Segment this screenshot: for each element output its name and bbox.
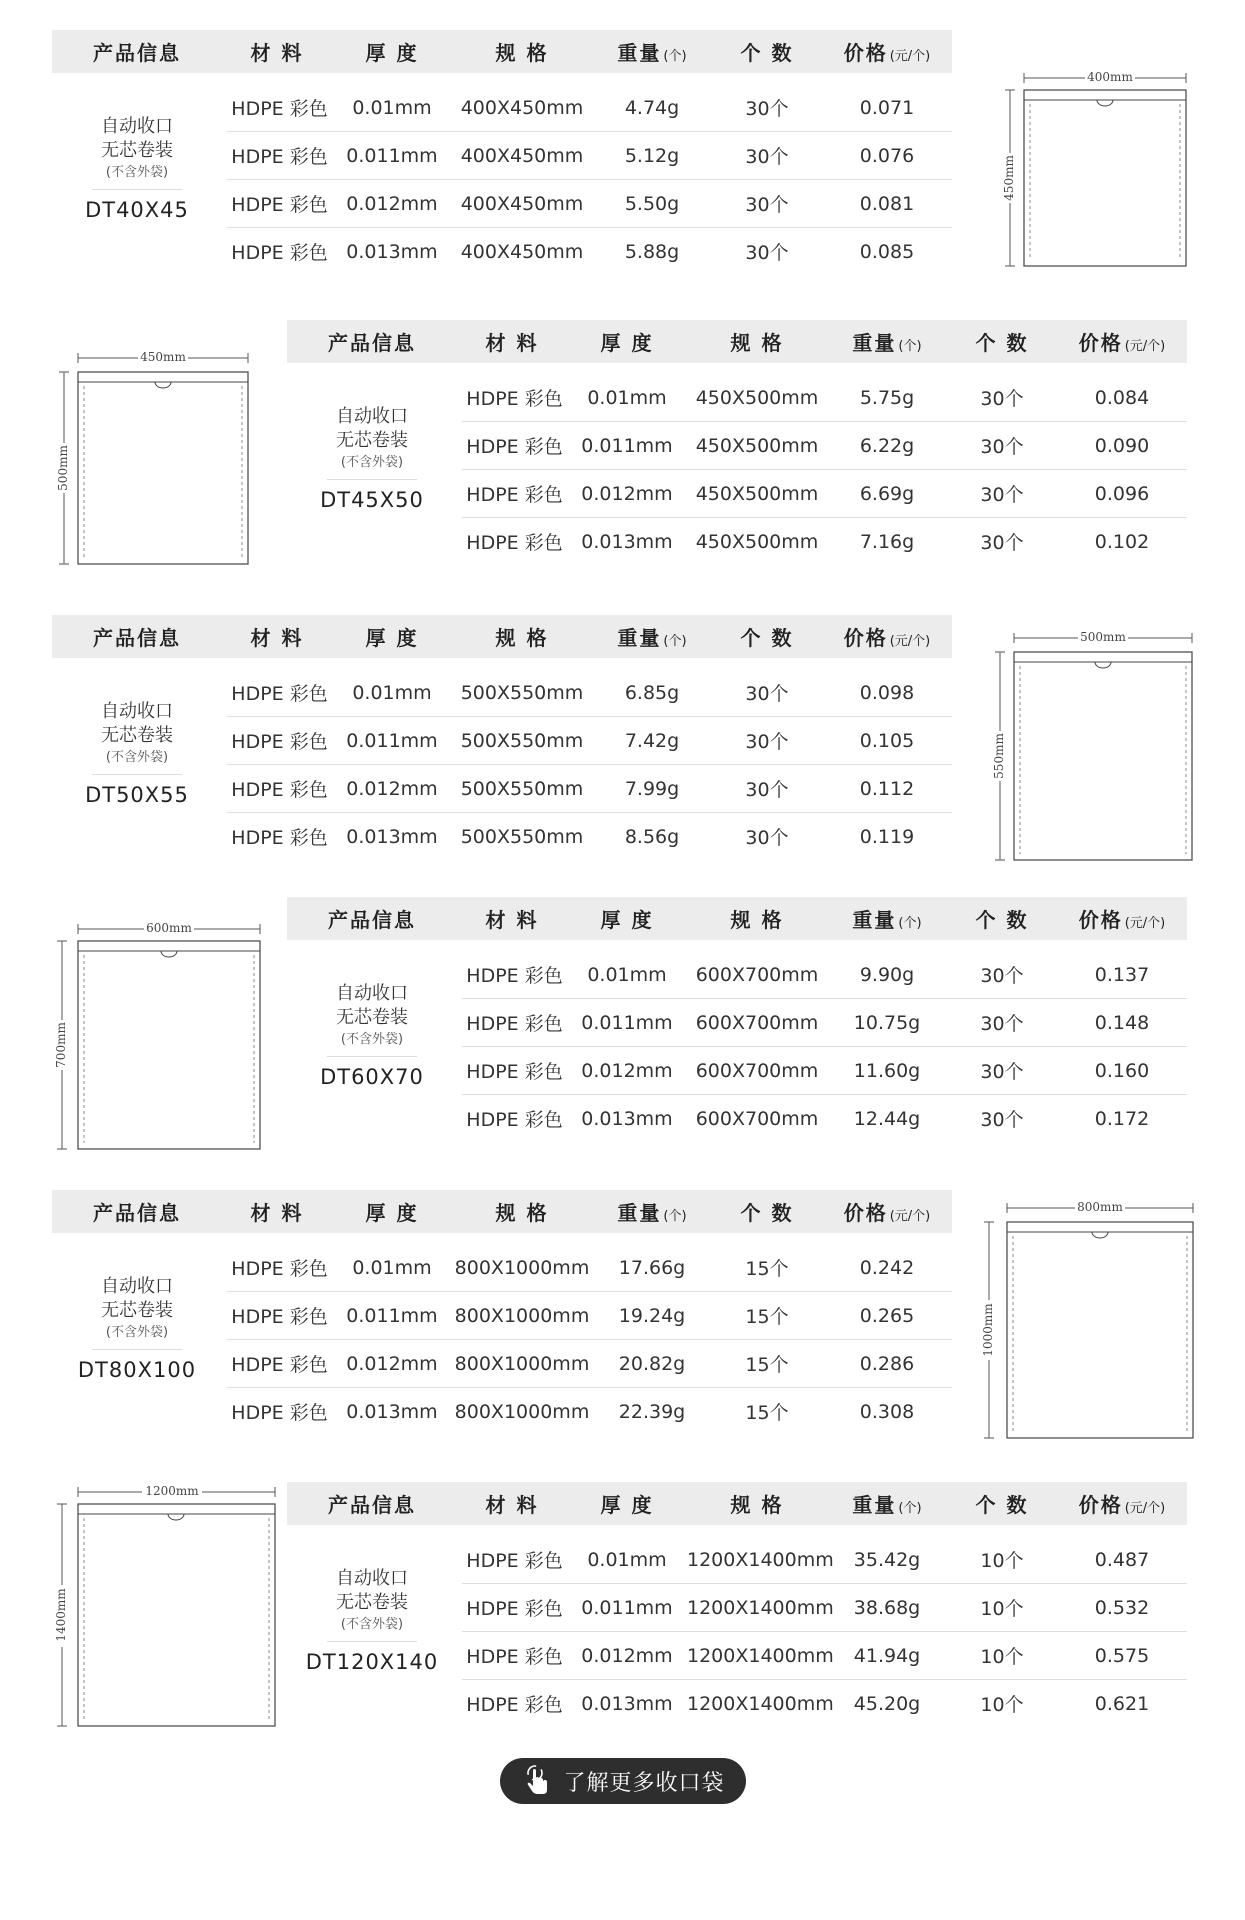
table-row	[227, 132, 952, 180]
info-line1: 自动收口	[101, 1275, 173, 1297]
cell-count: 30个	[745, 146, 789, 168]
cell-price: 0.098	[859, 681, 915, 704]
spec-rows	[462, 940, 1187, 1142]
cell-thickness: 0.012mm	[581, 1059, 673, 1082]
learn-more-label: 了解更多收口袋	[563, 1770, 725, 1796]
cell-material: HDPE 彩色	[231, 1258, 328, 1280]
cell-count: 30个	[980, 532, 1024, 554]
height-label: 550mm	[992, 733, 1006, 779]
cell-weight: 20.82g	[618, 1352, 686, 1375]
table-row	[462, 1095, 1187, 1142]
cell-weight: 7.16g	[859, 530, 915, 553]
table-row	[227, 84, 952, 132]
cell-count: 30个	[745, 827, 789, 849]
info-line2: 无芯卷装	[101, 724, 173, 746]
header-weight: 重量 (个)	[852, 331, 922, 355]
spec-rows	[462, 1525, 1187, 1727]
cell-price: 0.487	[1094, 1548, 1150, 1571]
cell-price: 0.071	[859, 96, 915, 119]
header-thickness: 厚 度	[600, 1493, 654, 1517]
info-line1: 自动收口	[336, 982, 408, 1004]
height-label: 500mm	[56, 445, 70, 491]
header-spec: 规 格	[495, 626, 549, 650]
cell-material: HDPE 彩色	[231, 194, 328, 216]
cell-spec: 1200X1400mm	[687, 1548, 834, 1571]
cell-thickness: 0.01mm	[352, 96, 432, 119]
header-weight: 重量 (个)	[852, 908, 922, 932]
cell-thickness: 0.011mm	[581, 1011, 673, 1034]
header-product-info: 产品信息	[328, 908, 416, 932]
divider	[92, 774, 182, 775]
cell-thickness: 0.01mm	[587, 386, 667, 409]
height-label: 450mm	[1002, 155, 1016, 201]
cell-material: HDPE 彩色	[231, 1306, 328, 1328]
cell-weight: 5.88g	[624, 240, 680, 263]
cell-weight: 22.39g	[618, 1400, 686, 1423]
cell-material: HDPE 彩色	[466, 388, 563, 410]
cell-count: 30个	[980, 1061, 1024, 1083]
table-row	[227, 1340, 952, 1388]
divider	[327, 1056, 417, 1057]
header-material: 材 料	[485, 331, 539, 355]
product-code: DT40X45	[85, 197, 189, 222]
product-info	[52, 73, 222, 263]
cell-weight: 8.56g	[624, 825, 680, 848]
cell-weight: 7.42g	[624, 729, 680, 752]
width-label: 500mm	[1080, 630, 1126, 644]
cell-price: 0.076	[859, 144, 915, 167]
spec-rows	[227, 1233, 952, 1435]
header-price: 价格 (元/个)	[843, 626, 931, 650]
divider	[92, 1349, 182, 1350]
product-code: DT45X50	[320, 487, 424, 512]
cell-price: 0.242	[859, 1256, 915, 1279]
cell-weight: 5.50g	[624, 192, 680, 215]
cell-spec: 400X450mm	[460, 144, 584, 167]
spec-table	[52, 30, 952, 263]
bag-diagram	[1000, 68, 1200, 270]
table-row	[462, 518, 1187, 565]
cell-price: 0.575	[1094, 1644, 1150, 1667]
header-weight: 重量 (个)	[617, 41, 687, 65]
table-row	[227, 180, 952, 228]
cell-material: HDPE 彩色	[466, 532, 563, 554]
spec-rows	[227, 658, 952, 860]
header-price: 价格 (元/个)	[1078, 331, 1166, 355]
bag-diagram	[52, 348, 262, 570]
table-header	[287, 1482, 1187, 1525]
info-line3: (不含外袋)	[105, 164, 169, 180]
cell-weight: 10.75g	[853, 1011, 921, 1034]
cell-material: HDPE 彩色	[231, 242, 328, 264]
cell-spec: 1200X1400mm	[687, 1596, 834, 1619]
cell-count: 30个	[745, 779, 789, 801]
header-thickness: 厚 度	[365, 1201, 419, 1225]
header-material: 材 料	[485, 908, 539, 932]
cell-material: HDPE 彩色	[466, 1694, 563, 1716]
cell-spec: 1200X1400mm	[687, 1644, 834, 1667]
header-price: 价格 (元/个)	[843, 1201, 931, 1225]
cell-price: 0.621	[1094, 1692, 1150, 1715]
info-line1: 自动收口	[336, 1567, 408, 1589]
cell-thickness: 0.012mm	[346, 1352, 438, 1375]
cell-thickness: 0.012mm	[346, 777, 438, 800]
cell-thickness: 0.01mm	[587, 1548, 667, 1571]
cell-thickness: 0.01mm	[587, 963, 667, 986]
info-line2: 无芯卷装	[101, 1299, 173, 1321]
cell-thickness: 0.013mm	[346, 1400, 438, 1423]
cell-spec: 450X500mm	[695, 530, 819, 553]
cell-spec: 600X700mm	[695, 1059, 819, 1082]
cell-thickness: 0.01mm	[352, 681, 432, 704]
header-product-info: 产品信息	[93, 41, 181, 65]
product-info	[287, 1525, 457, 1715]
cell-price: 0.085	[859, 240, 915, 263]
info-line1: 自动收口	[101, 700, 173, 722]
cell-material: HDPE 彩色	[466, 1013, 563, 1035]
cell-spec: 800X1000mm	[454, 1256, 590, 1279]
width-label: 400mm	[1087, 70, 1133, 84]
cell-weight: 45.20g	[853, 1692, 921, 1715]
table-row	[227, 228, 952, 275]
product-section-dt120x140	[0, 1482, 1245, 1722]
cell-material: HDPE 彩色	[466, 1061, 563, 1083]
cell-thickness: 0.012mm	[581, 1644, 673, 1667]
cell-weight: 7.99g	[624, 777, 680, 800]
table-row	[462, 1632, 1187, 1680]
header-thickness: 厚 度	[365, 41, 419, 65]
header-count: 个 数	[740, 626, 794, 650]
info-line2: 无芯卷装	[336, 429, 408, 451]
cell-weight: 6.22g	[859, 434, 915, 457]
bag-diagram	[975, 1198, 1200, 1442]
cell-price: 0.096	[1094, 482, 1150, 505]
header-count: 个 数	[975, 908, 1029, 932]
cell-count: 30个	[980, 1013, 1024, 1035]
cell-spec: 400X450mm	[460, 96, 584, 119]
cell-price: 0.137	[1094, 963, 1150, 986]
cell-thickness: 0.013mm	[346, 825, 438, 848]
height-label: 1000mm	[981, 1303, 995, 1357]
header-material: 材 料	[250, 1201, 304, 1225]
cell-count: 10个	[980, 1550, 1024, 1572]
cell-material: HDPE 彩色	[466, 1598, 563, 1620]
table-row	[462, 422, 1187, 470]
cell-price: 0.081	[859, 192, 915, 215]
spec-rows	[227, 73, 952, 275]
cell-thickness: 0.013mm	[581, 530, 673, 553]
cell-count: 30个	[745, 731, 789, 753]
cell-material: HDPE 彩色	[466, 436, 563, 458]
table-row	[227, 1244, 952, 1292]
table-row	[462, 374, 1187, 422]
cell-material: HDPE 彩色	[466, 1646, 563, 1668]
cell-weight: 41.94g	[853, 1644, 921, 1667]
divider	[327, 479, 417, 480]
cell-material: HDPE 彩色	[466, 965, 563, 987]
cell-count: 30个	[980, 1109, 1024, 1131]
cell-weight: 35.42g	[853, 1548, 921, 1571]
cell-price: 0.112	[859, 777, 915, 800]
spec-table	[52, 1190, 952, 1423]
cell-thickness: 0.01mm	[352, 1256, 432, 1279]
cell-spec: 500X550mm	[460, 729, 584, 752]
cell-price: 0.308	[859, 1400, 915, 1423]
cell-material: HDPE 彩色	[231, 683, 328, 705]
cell-thickness: 0.013mm	[581, 1107, 673, 1130]
width-label: 800mm	[1077, 1200, 1123, 1214]
cell-count: 10个	[980, 1598, 1024, 1620]
cell-count: 10个	[980, 1694, 1024, 1716]
cell-spec: 600X700mm	[695, 1107, 819, 1130]
product-section-dt50x55	[0, 615, 1245, 855]
cell-price: 0.119	[859, 825, 915, 848]
cell-count: 15个	[745, 1402, 789, 1424]
cell-count: 10个	[980, 1646, 1024, 1668]
cell-count: 30个	[745, 194, 789, 216]
cell-spec: 400X450mm	[460, 192, 584, 215]
cell-price: 0.084	[1094, 386, 1150, 409]
cell-material: HDPE 彩色	[231, 146, 328, 168]
cell-price: 0.265	[859, 1304, 915, 1327]
product-code: DT50X55	[85, 782, 189, 807]
cell-thickness: 0.011mm	[581, 434, 673, 457]
cell-count: 30个	[745, 242, 789, 264]
hand-pointer-icon	[521, 1764, 555, 1798]
table-header	[52, 1190, 952, 1233]
header-count: 个 数	[975, 1493, 1029, 1517]
product-info	[52, 658, 222, 848]
header-price: 价格 (元/个)	[1078, 908, 1166, 932]
cell-spec: 500X550mm	[460, 681, 584, 704]
info-line3: (不含外袋)	[340, 1031, 404, 1047]
height-label: 1400mm	[54, 1588, 68, 1642]
product-section-dt80x100	[0, 1190, 1245, 1430]
cell-count: 30个	[980, 388, 1024, 410]
cell-weight: 5.75g	[859, 386, 915, 409]
product-code: DT60X70	[320, 1064, 424, 1089]
cell-material: HDPE 彩色	[231, 1402, 328, 1424]
cell-price: 0.102	[1094, 530, 1150, 553]
info-line2: 无芯卷装	[336, 1591, 408, 1613]
divider	[327, 1641, 417, 1642]
cell-spec: 500X550mm	[460, 825, 584, 848]
cell-material: HDPE 彩色	[231, 779, 328, 801]
product-info	[287, 940, 457, 1130]
width-label: 600mm	[146, 921, 192, 935]
product-info	[287, 363, 457, 553]
header-count: 个 数	[740, 1201, 794, 1225]
header-thickness: 厚 度	[600, 908, 654, 932]
cell-thickness: 0.013mm	[581, 1692, 673, 1715]
spec-table	[287, 1482, 1187, 1715]
table-header	[52, 30, 952, 73]
table-row	[227, 1388, 952, 1435]
spec-table	[287, 897, 1187, 1130]
header-product-info: 产品信息	[93, 626, 181, 650]
cell-count: 30个	[745, 98, 789, 120]
header-weight: 重量 (个)	[617, 1201, 687, 1225]
table-row	[227, 765, 952, 813]
spec-table	[287, 320, 1187, 553]
width-label: 1200mm	[145, 1484, 199, 1498]
table-row	[462, 951, 1187, 999]
table-row	[462, 470, 1187, 518]
info-line3: (不含外袋)	[340, 1616, 404, 1632]
cell-weight: 5.12g	[624, 144, 680, 167]
table-row	[462, 999, 1187, 1047]
cell-spec: 600X700mm	[695, 1011, 819, 1034]
info-line1: 自动收口	[101, 115, 173, 137]
table-header	[287, 320, 1187, 363]
cell-price: 0.532	[1094, 1596, 1150, 1619]
spec-rows	[462, 363, 1187, 565]
cell-count: 30个	[980, 965, 1024, 987]
cell-spec: 400X450mm	[460, 240, 584, 263]
cell-thickness: 0.012mm	[581, 482, 673, 505]
cell-price: 0.172	[1094, 1107, 1150, 1130]
table-header	[52, 615, 952, 658]
header-spec: 规 格	[495, 1201, 549, 1225]
header-product-info: 产品信息	[328, 331, 416, 355]
cell-material: HDPE 彩色	[466, 484, 563, 506]
width-label: 450mm	[140, 350, 186, 364]
header-spec: 规 格	[495, 41, 549, 65]
product-section-dt40x45	[0, 30, 1245, 270]
cell-count: 30个	[980, 436, 1024, 458]
table-row	[462, 1584, 1187, 1632]
cell-spec: 800X1000mm	[454, 1304, 590, 1327]
table-row	[462, 1047, 1187, 1095]
header-spec: 规 格	[730, 908, 784, 932]
header-product-info: 产品信息	[93, 1201, 181, 1225]
cell-price: 0.148	[1094, 1011, 1150, 1034]
cell-weight: 11.60g	[853, 1059, 921, 1082]
table-header	[287, 897, 1187, 940]
cell-count: 15个	[745, 1258, 789, 1280]
cell-thickness: 0.011mm	[581, 1596, 673, 1619]
cell-weight: 6.85g	[624, 681, 680, 704]
header-price: 价格 (元/个)	[1078, 1493, 1166, 1517]
info-line1: 自动收口	[336, 405, 408, 427]
cell-spec: 450X500mm	[695, 386, 819, 409]
cell-weight: 4.74g	[624, 96, 680, 119]
divider	[92, 189, 182, 190]
table-row	[462, 1536, 1187, 1584]
cell-thickness: 0.012mm	[346, 192, 438, 215]
cell-thickness: 0.011mm	[346, 729, 438, 752]
cell-price: 0.105	[859, 729, 915, 752]
info-line2: 无芯卷装	[101, 139, 173, 161]
cell-spec: 500X550mm	[460, 777, 584, 800]
cell-material: HDPE 彩色	[466, 1550, 563, 1572]
cell-weight: 19.24g	[618, 1304, 686, 1327]
cell-count: 15个	[745, 1354, 789, 1376]
info-line3: (不含外袋)	[340, 454, 404, 470]
learn-more-button[interactable]	[500, 1758, 746, 1804]
header-material: 材 料	[250, 41, 304, 65]
cell-weight: 38.68g	[853, 1596, 921, 1619]
info-line3: (不含外袋)	[105, 749, 169, 765]
product-section-dt45x50	[0, 320, 1245, 560]
cell-weight: 12.44g	[853, 1107, 921, 1130]
cell-price: 0.090	[1094, 434, 1150, 457]
cell-thickness: 0.011mm	[346, 1304, 438, 1327]
cell-spec: 800X1000mm	[454, 1352, 590, 1375]
cell-weight: 6.69g	[859, 482, 915, 505]
header-price: 价格 (元/个)	[843, 41, 931, 65]
cell-spec: 600X700mm	[695, 963, 819, 986]
header-product-info: 产品信息	[328, 1493, 416, 1517]
bag-diagram	[988, 628, 1200, 864]
product-section-dt60x70	[0, 897, 1245, 1137]
table-row	[227, 669, 952, 717]
table-row	[227, 813, 952, 860]
cell-count: 15个	[745, 1306, 789, 1328]
cell-price: 0.286	[859, 1352, 915, 1375]
cell-weight: 9.90g	[859, 963, 915, 986]
header-spec: 规 格	[730, 331, 784, 355]
table-row	[462, 1680, 1187, 1727]
product-info	[52, 1233, 222, 1423]
table-row	[227, 1292, 952, 1340]
header-count: 个 数	[740, 41, 794, 65]
info-line2: 无芯卷装	[336, 1006, 408, 1028]
header-thickness: 厚 度	[600, 331, 654, 355]
bag-diagram	[50, 919, 268, 1153]
header-material: 材 料	[250, 626, 304, 650]
product-code: DT80X100	[77, 1357, 197, 1382]
cell-material: HDPE 彩色	[231, 731, 328, 753]
cell-count: 30个	[980, 484, 1024, 506]
header-count: 个 数	[975, 331, 1029, 355]
header-thickness: 厚 度	[365, 626, 419, 650]
cell-thickness: 0.013mm	[346, 240, 438, 263]
cell-material: HDPE 彩色	[231, 827, 328, 849]
cell-spec: 450X500mm	[695, 482, 819, 505]
header-weight: 重量 (个)	[617, 626, 687, 650]
height-label: 700mm	[54, 1022, 68, 1068]
cell-count: 30个	[745, 683, 789, 705]
cell-material: HDPE 彩色	[231, 98, 328, 120]
header-material: 材 料	[485, 1493, 539, 1517]
cell-material: HDPE 彩色	[231, 1354, 328, 1376]
cell-spec: 450X500mm	[695, 434, 819, 457]
cell-thickness: 0.011mm	[346, 144, 438, 167]
product-code: DT120X140	[305, 1649, 439, 1674]
cell-price: 0.160	[1094, 1059, 1150, 1082]
cell-spec: 800X1000mm	[454, 1400, 590, 1423]
cell-spec: 1200X1400mm	[687, 1692, 834, 1715]
table-row	[227, 717, 952, 765]
header-weight: 重量 (个)	[852, 1493, 922, 1517]
cell-weight: 17.66g	[618, 1256, 686, 1279]
cell-material: HDPE 彩色	[466, 1109, 563, 1131]
spec-table	[52, 615, 952, 848]
info-line3: (不含外袋)	[105, 1324, 169, 1340]
header-spec: 规 格	[730, 1493, 784, 1517]
bag-diagram	[50, 1482, 280, 1730]
